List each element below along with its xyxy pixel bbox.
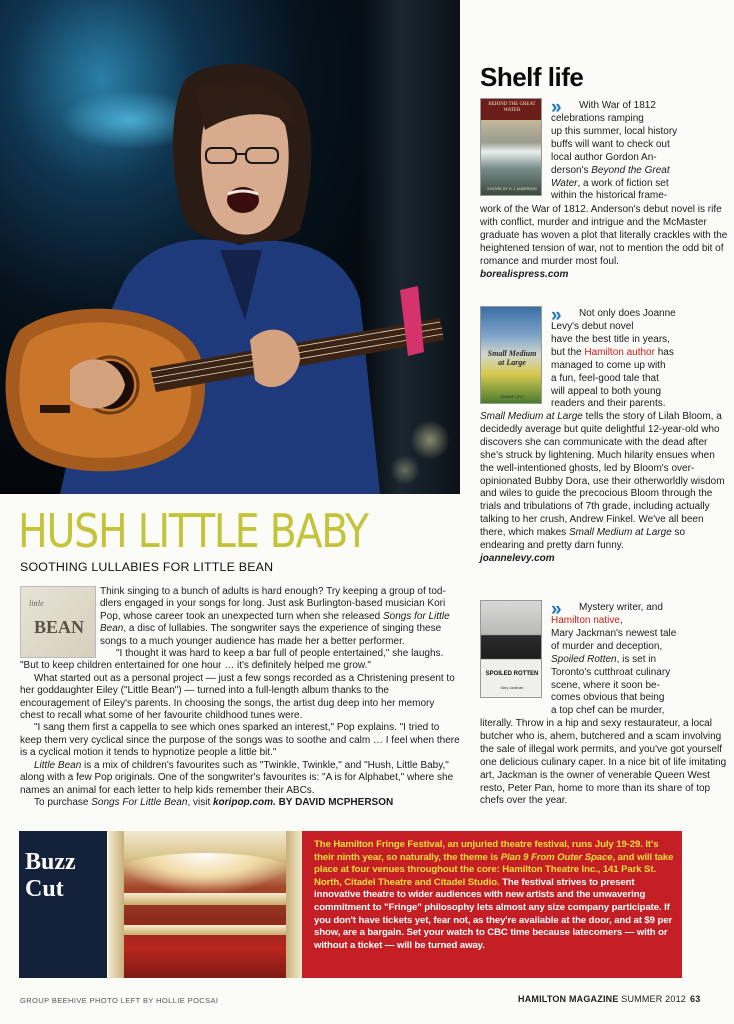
text-line: Mystery writer, and <box>579 602 663 613</box>
article-paragraph <box>20 760 460 797</box>
text-line: will appeal to both young <box>551 385 662 397</box>
text-line: have the best title in years, <box>551 333 670 345</box>
text-line: scene, where it soon be- <box>551 679 660 691</box>
text-line: up this summer, local history <box>551 125 678 137</box>
buzz-highlight: , and will take place at four venues throughout the core: Hamilton Theatre Inc., 141 Park St. North, Citadel Theatre and Citadel Studio. <box>314 851 674 888</box>
text-line: Mary Jackman's newest tale <box>551 627 677 639</box>
book-cover-title: BEHIND THE GREAT WATER <box>488 102 536 113</box>
buzz-label-word: Buzz <box>25 849 76 875</box>
theatre-balcony <box>108 893 302 905</box>
buzz-body: The festival strives to present innovative theatre to wider audiences with new artists and the unwavering commitment to "Fringe" philosophy lets almost any size company participate. If you don't have tickets yet, fear not, as they're available at the door, and at $9 per show, are a bargain. Set your watch to CBC time because latecomers — with or without a ticket — will be turned away. <box>314 876 673 951</box>
magazine-name: HAMILTON MAGAZINE <box>518 994 619 1004</box>
text-line: celebrations ramping <box>551 113 644 124</box>
article-body <box>20 586 460 809</box>
shelf-item2-wrap <box>551 321 729 411</box>
theatre-interior-photo <box>108 831 302 978</box>
text-line <box>551 165 729 178</box>
highlight-red-text: Hamilton author <box>584 346 655 358</box>
blue-chevrons-icon: » <box>551 599 555 620</box>
highlight-red-text: Hamilton native <box>551 615 620 626</box>
text-line: buffs will want to check out <box>551 138 670 150</box>
text-span: has <box>654 346 674 358</box>
article-byline: BY DAVID MCPHERSON <box>275 796 394 808</box>
page-folio <box>518 994 700 1004</box>
text-line: within the historical frame- <box>551 190 668 202</box>
article-headline: HUSH LITTLE BABY <box>18 504 368 558</box>
text-line <box>551 654 729 667</box>
text-span: is a mix of children's favourites such as "Twinkle, Twinkle," and "Hush, Little Baby," along with a few Pop originals. One of the songwriter's favourites is: "A is for Alphabet," where she names an animal for each letter to help kids remember their ABCs. <box>20 759 454 796</box>
text-span: tells the story of Lilah Bloom, a decidedly average but quite delightful 12-year-old who discovers she can communicate with the dead after she's struck by lightening. Much hilarity ensues when the well-intentioned ghosts, led by Bloom's over-opinionated Bubby Dora, use their otherworldly wisdom and wiles to guide the precocious Bloom through the trials and tribulations of 7th grade, including actually talking to her crush, Andrew Finkel. We've all been there, which makes <box>480 411 725 539</box>
book-title-italic: Water <box>551 177 578 189</box>
book-cover-author: Mary Jackman <box>500 686 524 690</box>
theatre-stage-light <box>114 853 296 893</box>
text-line: Toronto's cutthroat culinary <box>551 666 671 678</box>
text-line: comes obvious that being <box>551 692 665 704</box>
text-line: a fun, feel-good tale that <box>551 372 659 384</box>
article-paragraph: "I sang them first a cappella to see which ones sparked an interest," Pop explains. "I tried to keep them very cyclical since the purpose of the songs was to soothe and calm … I feel when there is a cyclical motion it tends to hypnotize people a little bit." <box>20 722 460 759</box>
album-title-italic: Little Bean <box>34 759 82 771</box>
text-line: Not only does Joanne <box>579 308 676 319</box>
album-title-italic: Songs for Little Bean <box>100 610 450 635</box>
album-cover-title: BEAN <box>33 617 84 637</box>
theatre-pillar <box>286 831 302 978</box>
book-title-italic: Spoiled Rotten <box>551 653 617 665</box>
album-cover-script: little <box>29 599 44 608</box>
buzz-cut-text <box>302 831 682 978</box>
text-line <box>551 347 729 360</box>
buzz-highlight: The Hamilton Fringe Festival, an unjuried theatre festival, runs July 19-29. It's their ninth year, so naturally, the theme is <box>314 839 659 863</box>
shelf-item1-paragraph: work of the War of 1812. Anderson's debut novel is rife with conflict, murder and intrigue and the McMaster graduate has woven a plot that literally crackles with the heightened tension of war, not to mention the odd bit of romance and murder most foul. <box>480 204 728 267</box>
book-cover-small-medium-at-large <box>480 306 542 404</box>
text-span: Think singing to a bunch of adults is hard enough? Try keeping a group of tod-dlers engaged in your songs for long. Just ask Burlington-based musician Kori Pop, whose career took an unexpected turn when she released <box>100 586 446 622</box>
article-paragraph: What started out as a personal project — just a few songs recorded as a Christening present to her goddaughter Eiley ("Little Bean") — turned into a full-length album thanks to the encouragement of Eiley's parents. In choosing the songs, the artist dug deep into her memory chest to recall what some of her favourite childhood tunes were. <box>20 672 455 722</box>
buzz-highlight-italic: Plan 9 From Outer Space <box>500 851 613 863</box>
text-span: so endearing and pretty darn funny. <box>480 527 686 552</box>
joannelevy-link[interactable]: joannelevy.com <box>480 552 555 564</box>
text-span: , visit <box>187 796 213 808</box>
shelf-item3-wrap <box>551 615 729 718</box>
shelf-item1-wrap <box>551 113 729 203</box>
book-title-italic: Small Medium at Large <box>480 411 583 422</box>
text-line: managed to come up with <box>551 359 666 371</box>
theatre-balcony <box>108 925 302 935</box>
text-line: readers and their parents. <box>551 398 666 410</box>
book-cover-spoiled-rotten <box>480 600 542 698</box>
book-cover-author: JOANNE LEVY <box>499 395 525 399</box>
text-line: With War of 1812 <box>579 100 656 111</box>
borealis-link[interactable]: borealispress.com <box>480 268 569 280</box>
book-title-italic: Beyond the Great <box>591 164 670 176</box>
blue-chevrons-icon: » <box>551 97 555 118</box>
text-line: of murder and deception, <box>551 640 663 652</box>
buzz-cut-label <box>19 831 107 978</box>
article-paragraph <box>100 586 460 648</box>
shelf-item3-lead <box>579 602 729 615</box>
guitar-player-illustration <box>0 0 460 494</box>
shelf-item3-paragraph: literally. Throw in a hip and sexy restaurateur, a local butcher who is, ahem, butchered and a scam involving the sale of illegal work permits, and you've got yourself one delicious culinary caper. In a nice bit of life imitating art, Jackman is the owner of venerable Queen West resto, Peter Pan, home to more than its share of top chefs over the year. <box>480 718 727 807</box>
text-line: local author Gordon An- <box>551 151 657 163</box>
theatre-pillar <box>108 831 124 978</box>
musician-photo <box>0 0 460 494</box>
shelf-life-title: Shelf life <box>480 62 584 92</box>
text-line <box>551 615 729 628</box>
text-line <box>551 178 729 191</box>
text-line: a top chef can be murder, <box>551 705 665 717</box>
shelf-item2-body <box>480 411 730 566</box>
book-cover-title: Small Medium at Large <box>487 349 537 367</box>
article-subhead: SOOTHING LULLABIES FOR LITTLE BEAN <box>20 560 274 574</box>
article-paragraph: "I thought it was hard to keep a bar full of people entertained," she laughs. "But to keep children entertained for one hour … it's definitely helped me grow." <box>20 648 444 672</box>
shelf-item1-body <box>480 204 730 281</box>
text-span: , <box>619 615 623 626</box>
buzz-label-word: Cut <box>25 876 64 902</box>
text-span: To purchase <box>34 796 92 808</box>
shelf-item2-lead <box>579 308 729 321</box>
book-cover-beyond-the-great-water <box>480 98 542 196</box>
text-span: derson's <box>551 164 592 176</box>
issue-date: SUMMER 2012 <box>618 994 686 1004</box>
shelf-item3-body <box>480 718 730 808</box>
koripop-link[interactable]: koripop.com. <box>213 796 276 808</box>
text-span: but the <box>551 346 585 358</box>
text-line: Levy's debut novel <box>551 321 634 332</box>
text-span: , a work of fiction set <box>577 177 669 189</box>
text-span: , is set in <box>616 653 657 665</box>
text-span: , a disc of lullabies. The songwriter says the experience of singing these songs to a much younger audience has made her a better performer. <box>100 623 442 647</box>
blue-chevrons-icon: » <box>551 305 555 326</box>
album-title-italic: Songs For Little Bean <box>91 796 188 808</box>
shelf-item2-paragraph <box>480 411 730 553</box>
photo-credit: GROUP BEEHIVE PHOTO LEFT BY HOLLIE POCSAI <box>20 996 219 1005</box>
book-title-italic: Small Medium at Large <box>568 527 672 539</box>
book-cover-title: SPOILED ROTTEN <box>485 671 539 677</box>
shelf-item1-lead <box>579 100 729 113</box>
book-cover-author: A NOVEL BY G. J. ANDERSON <box>487 187 537 191</box>
article-paragraph <box>20 797 460 809</box>
page-number: 63 <box>689 994 701 1004</box>
